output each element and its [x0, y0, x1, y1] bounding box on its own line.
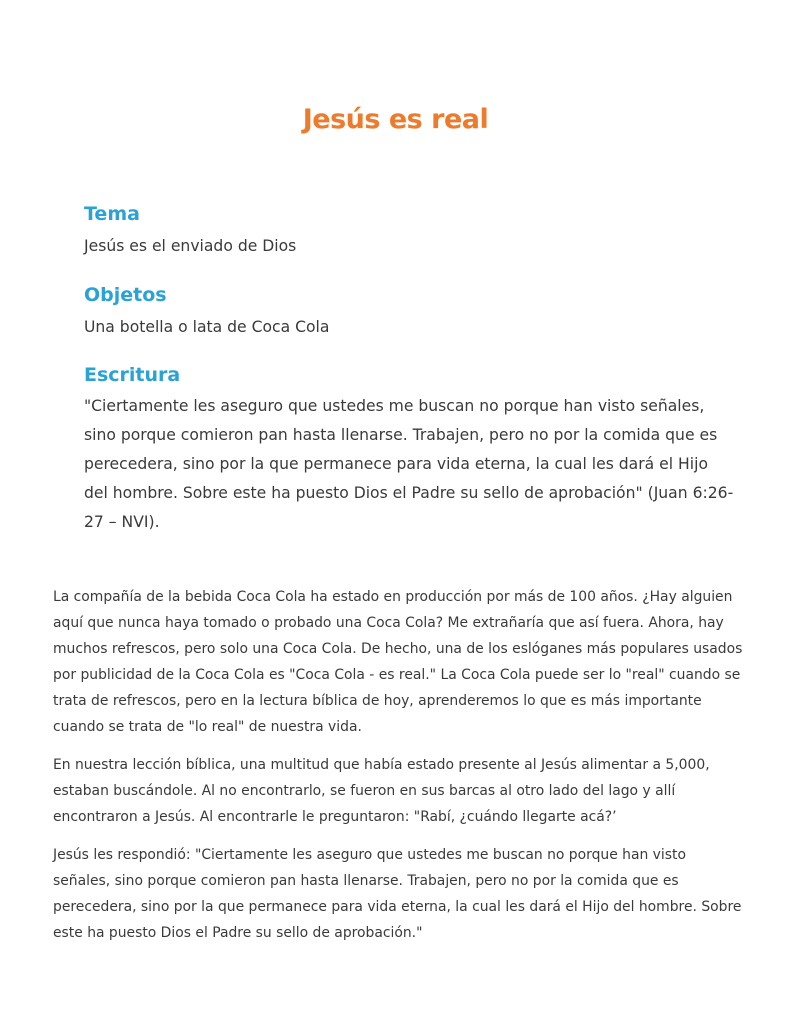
section-heading-escritura: Escritura — [84, 364, 181, 386]
section-heading-objetos: Objetos — [84, 284, 167, 306]
section-tema — [84, 201, 734, 261]
section-objetos — [84, 282, 734, 342]
body-paragraph: En nuestra lección bíblica, una multitud que había estado presente al Jesús alimentar a 5,000, estaban buscándole. Al no encontrarlo, se fueron en sus barcas al otro lado del lago y allí encontraron a Jesús. Al encontrarle le preguntaron: "Rabí, ¿cuándo llegarte acá?’ — [53, 757, 710, 825]
section-text-objetos: Una botella o lata de Coca Cola — [84, 318, 330, 336]
section-heading-tema: Tema — [84, 203, 140, 225]
body-paragraph: Jesús les respondió: "Ciertamente les aseguro que ustedes me buscan no porque han visto señales, sino porque comieron pan hasta llenarse. Trabajen, pero no por la comida que es perecedera, sino por la que permanece para vida eterna, la cual les dará el Hijo del hombre. Sobre este ha puesto Dios el Padre su sello de aprobación." — [53, 847, 742, 941]
body-paragraph: La compañía de la bebida Coca Cola ha estado en producción por más de 100 años. ¿Hay alguien aquí que nunca haya tomado o probado una Coca Cola? Me extrañaría que así fuera. Ahora, hay muchos refrescos, pero solo una Coca Cola. De hecho, una de los eslóganes más populares usados por publicidad de la Coca Cola es "Coca Cola - es real." La Coca Cola puede ser lo "real" cuando se trata de refrescos, pero en la lectura bíblica de hoy, aprenderemos lo que es más importante cuando se trata de "lo real" de nuestra vida. — [53, 589, 743, 735]
lesson-body — [53, 584, 743, 958]
page-title: Jesús es real — [302, 104, 489, 135]
section-escritura — [84, 362, 734, 537]
section-text-escritura: "Ciertamente les aseguro que ustedes me buscan no porque han visto señales, sino porque comieron pan hasta llenarse. Trabajen, pero no por la comida que es perecedera, sino por la que permanece para vida eterna, la cual les dará el Hijo del hombre. Sobre este ha puesto Dios el Padre su sello de aprobación" (Juan 6:26-27 – NVI). — [84, 397, 734, 531]
section-text-tema: Jesús es el enviado de Dios — [84, 237, 297, 255]
